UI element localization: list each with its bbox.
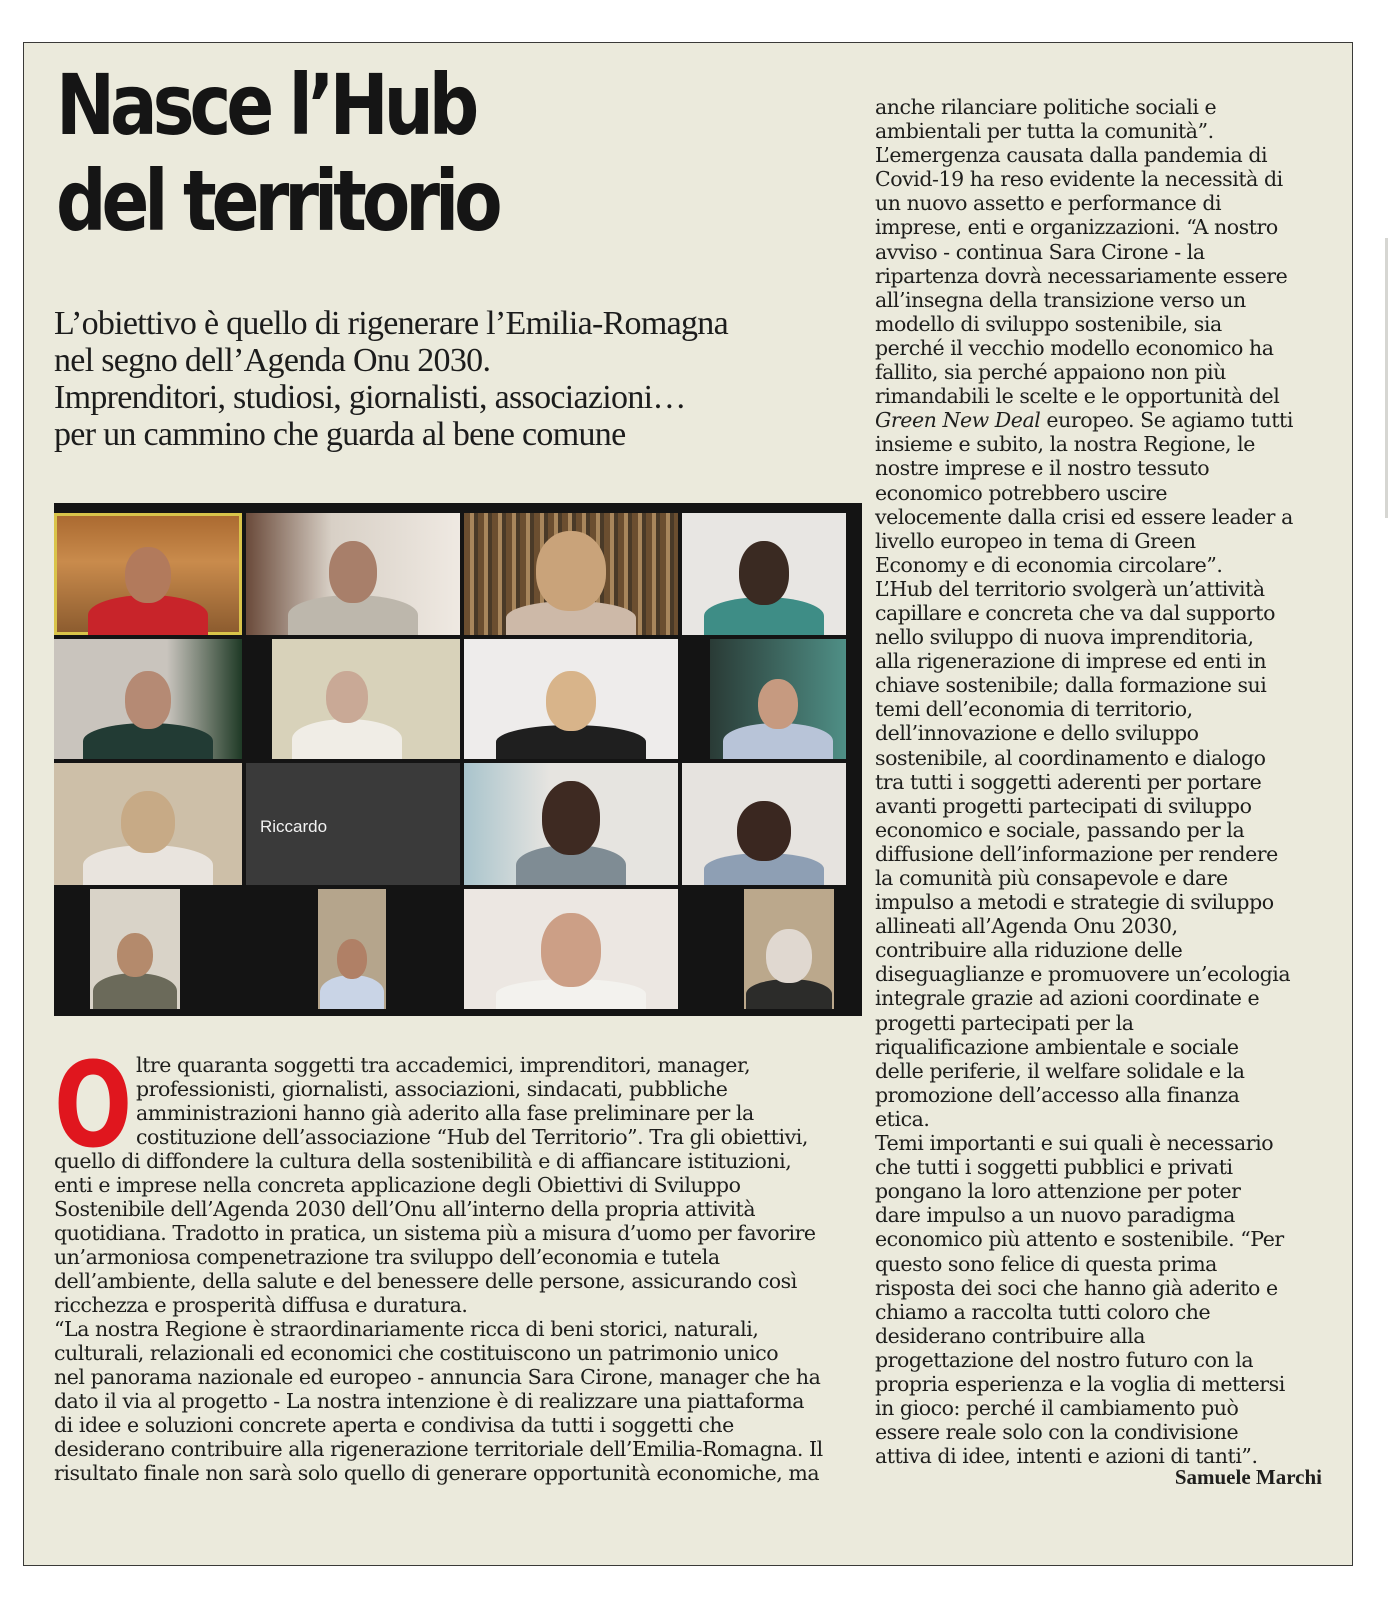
text-line: ricchezza e prosperità diffusa e duratura. [54,1293,468,1317]
text-line: enti e imprese nella concreta applicazione degli Obiettivi di Sviluppo [54,1173,741,1197]
article-frame [23,42,1353,1566]
participant-tile-riccardo [246,763,460,885]
text-line: alla rigenerazione di imprese ed enti in [875,649,1267,674]
text-line: amministrazioni hanno già aderito alla fase preliminare per la [136,1101,754,1125]
text-line: contribuire alla riduzione delle [875,938,1183,963]
text-line: che tutti i soggetti pubblici e privati [875,1155,1233,1180]
text-line: risposta dei soci che hanno già aderito e [875,1275,1278,1300]
text-line: economico potrebbero uscire [875,480,1168,505]
text-line: etica. [875,1106,930,1131]
text-line: culturali, relazionali ed economici che costituiscono un patrimonio unico [54,1341,779,1365]
text-line: sostenibile, al coordinamento e dialogo [875,745,1266,770]
text-line: livello europeo in tema di Green [875,528,1196,553]
text-line: Economy e di economia circolare”. [875,552,1223,577]
text-line: un’armoniosa compenetrazione tra sviluppo dell’economia e tutela [54,1245,720,1269]
text-line: fallito, sia perché appaiono non più [875,360,1226,385]
headline-line-2: del territorio [56,152,498,250]
text-line: professionisti, giornalisti, associazioni, sindacati, pubbliche [136,1077,728,1101]
text-line: all’insegna della transizione verso un [875,287,1246,312]
text-line: essere reale solo con la condivisione [875,1420,1239,1445]
text-line: propria esperienza e la voglia di mettersi [875,1371,1285,1396]
text-line: nel panorama nazionale ed europeo - annuncia Sara Cirone, manager che ha [54,1365,821,1389]
text-line: economico e sociale, passando per la [875,817,1245,842]
headline-line-1: Nasce l’Hub [56,56,475,154]
text-line: allineati all’Agenda Onu 2030, [875,914,1178,939]
text-line: tra tutti i soggetti aderenti per portare [875,769,1262,794]
text-line: L’Hub del territorio svolgerà un’attività [875,576,1265,601]
text-line: chiave sostenibile; dalla formazione sui [875,673,1267,698]
participant-tile [682,763,846,885]
video-call-photo [54,503,862,1016]
right-column-part-1 [875,95,1315,408]
text-line: “La nostra Regione è straordinariamente ricca di beni storici, naturali, [54,1317,759,1341]
text-line: progetti partecipati per la [875,1010,1134,1035]
text-line: dell’ambiente, della salute e del benessere delle persone, assicurando così [54,1269,797,1293]
text-line: capillare e concreta che va dal supporto [875,600,1275,625]
text-line: rimandabili le scelte e le opportunità del [875,384,1280,409]
text-line: desiderano contribuire alla [875,1323,1146,1348]
right-column-part-2 [875,432,1315,1468]
text-line: L’emergenza causata dalla pandemia di [875,143,1268,168]
text-line: diseguaglianze e promuovere un’ecologia [875,962,1291,987]
text-line: riqualificazione ambientale e sociale [875,1034,1239,1059]
text-line: risultato finale non sarà solo quello di generare opportunità economiche, ma [54,1461,820,1485]
right-column-italic-line [875,408,1315,432]
participant-tile [464,763,678,885]
subhead-line-2: nel segno dell’Agenda Onu 2030. [54,342,491,379]
text-line: progettazione del nostro futuro con la [875,1347,1254,1372]
text-line: dare impulso a un nuovo paradigma [875,1203,1235,1228]
participant-tile [710,639,846,759]
text-line: quotidiana. Tradotto in pratica, un sistema più a misura d’uomo per favorire [54,1221,816,1245]
text-line: modello di sviluppo sostenibile, sia [875,311,1222,336]
body-text-right-column [875,95,1315,1468]
text-line: insieme e subito, la nostra Regione, le [875,432,1255,457]
text-line: attiva di idee, intenti e azioni di tanti”. [875,1444,1258,1469]
text-line: economico più attento e sostenibile. “Per [875,1227,1284,1252]
text-line: nello sviluppo di nuova imprenditoria, [875,625,1254,650]
participant-tile [464,889,678,1009]
text-line: desiderano contribuire alla rigenerazione territoriale dell’Emilia-Romagna. Il [54,1437,823,1461]
text-line: avviso - continua Sara Cirone - la [875,239,1205,264]
text-line: dato il via al progetto - La nostra intenzione è di realizzare una piattaforma [54,1389,805,1413]
text-line: impulso a metodi e strategie di sviluppo [875,890,1274,915]
participant-tile [272,639,460,759]
italic-line-tail: europeo. Se agiamo tutti [1040,408,1293,433]
participant-tile [54,639,242,759]
participant-tile [54,763,242,885]
participant-name-label: Riccardo [260,817,328,836]
byline-author: Samuele Marchi [1174,1465,1322,1489]
body-text-left-column [54,1036,854,1485]
participant-tile [318,889,386,1009]
text-line: ripartenza dovrà necessariamente essere [875,263,1288,288]
text-line: velocemente dalla crisi ed essere leader a [875,504,1293,529]
text-line: un nuovo assetto e performance di [875,191,1222,216]
text-line: promozione dell’accesso alla finanza [875,1082,1240,1107]
text-line: delle periferie, il welfare solidale e la [875,1058,1245,1083]
text-line: dell’innovazione e dello sviluppo [875,721,1199,746]
text-line: quello di diffondere la cultura della sostenibilità e di affiancare istituzioni, [54,1149,792,1173]
text-line: ltre quaranta soggetti tra accademici, imprenditori, manager, [136,1053,751,1077]
text-line: diffusione dell’informazione per rendere [875,841,1278,866]
text-line: in gioco: perché il cambiamento può [875,1396,1239,1421]
italic-phrase: Green New Deal [875,408,1041,433]
headline [56,57,526,249]
participant-tile [464,513,678,635]
participant-tile [90,889,180,1009]
participant-tile [246,513,460,635]
text-line: costituzione dell’associazione “Hub del Territorio”. Tra gli obiettivi, [136,1125,808,1149]
text-line: Covid-19 ha reso evidente la necessità di [875,167,1283,192]
participant-tile [744,889,834,1009]
text-line: la comunità più consapevole e dare [875,866,1228,890]
participant-tile [464,639,678,759]
text-line: perché il vecchio modello economico ha [875,335,1274,360]
text-line: Sostenibile dell’Agenda 2030 dell’Onu all’interno della propria attività [54,1197,756,1221]
drop-cap: O [54,1036,133,1174]
text-line: anche rilanciare politiche sociali e [875,95,1217,119]
subhead-line-4: per un cammino che guarda al bene comune [54,416,626,453]
text-line: integrale grazie ad azioni coordinate e [875,986,1260,1011]
subhead-line-3: Imprenditori, studiosi, giornalisti, associazioni… [54,379,686,416]
participant-tile [54,513,242,635]
text-line: avanti progetti partecipati di sviluppo [875,793,1252,818]
text-line: pongano la loro attenzione per poter [875,1179,1241,1204]
text-line: chiamo a raccolta tutti coloro che [875,1299,1211,1324]
text-line: ambientali per tutta la comunità”. [875,119,1214,144]
text-line: questo sono felice di questa prima [875,1251,1217,1276]
subhead-line-1: L’obiettivo è quello di rigenerare l’Emilia-Romagna [54,305,728,342]
text-line: imprese, enti e organizzazioni. “A nostro [875,215,1278,240]
page-edge-mark [1385,238,1388,518]
text-line: di idee e soluzioni concrete aperta e condivisa da tutti i soggetti che [54,1413,734,1437]
text-line: nostre imprese e il nostro tessuto [875,456,1210,481]
participant-tile [682,513,846,635]
text-line: temi dell’economia di territorio, [875,697,1193,722]
subheadline [54,305,874,453]
text-line: Temi importanti e sui quali è necessario [875,1131,1274,1156]
